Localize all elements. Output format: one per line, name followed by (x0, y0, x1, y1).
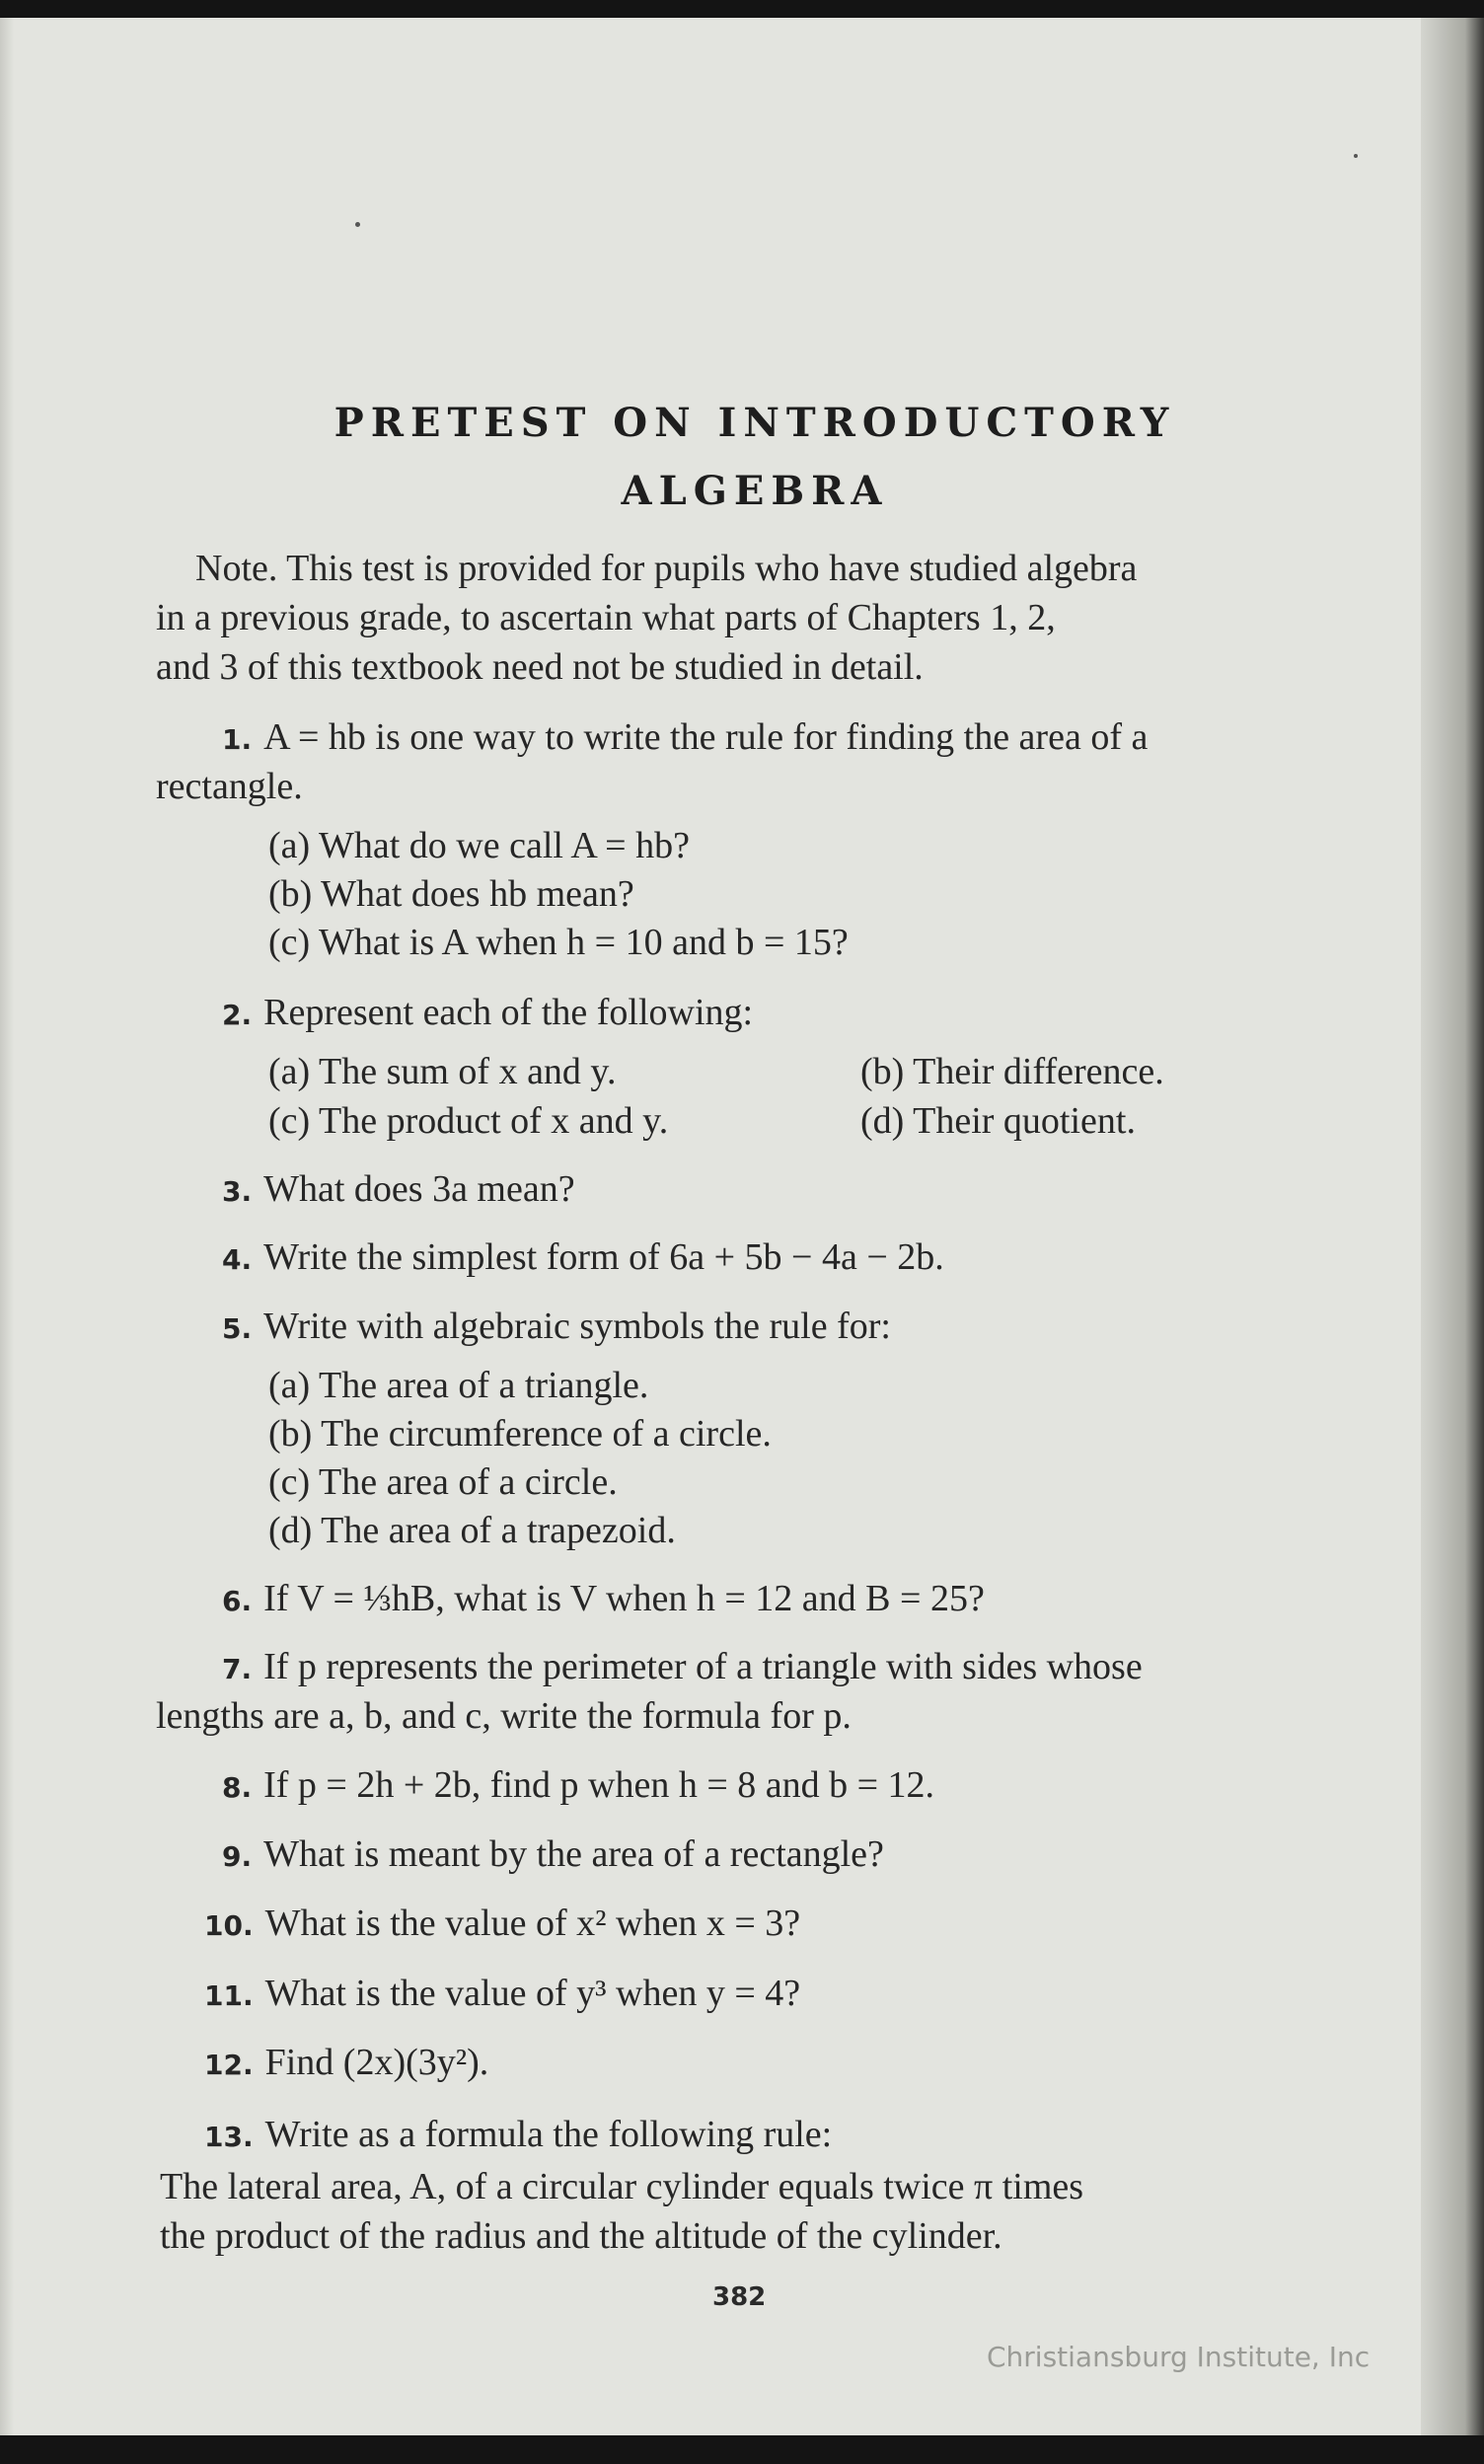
watermark: Christiansburg Institute, Inc (987, 2341, 1371, 2373)
question-text: Write with algebraic symbols the rule for: (263, 1306, 891, 1347)
note-line-3: and 3 of this textbook need not be studied in detail. (156, 646, 924, 688)
question-5-part-b: (b) The circumference of a circle. (268, 1413, 772, 1455)
question-number: 9. (222, 1840, 253, 1873)
question-text: Write the simplest form of 6a + 5b − 4a − 2b. (263, 1236, 944, 1278)
question-4 (222, 1234, 944, 1283)
question-number: 12. (204, 2049, 254, 2081)
question-number: 11. (204, 1979, 254, 2012)
question-text: What is the value of y³ when y = 4? (264, 1973, 801, 2014)
question-2-part-d: (d) Their quotient. (860, 1100, 1136, 1142)
page-title: PRETEST ON INTRODUCTORY (334, 400, 1176, 446)
question-5-part-a: (a) The area of a triangle. (268, 1365, 649, 1406)
question-13-rule-line-1: The lateral area, A, of a circular cylinder equals twice π times (160, 2166, 1084, 2207)
question-number: 2. (222, 999, 253, 1031)
question-1 (222, 714, 1148, 763)
page-subtitle: ALGEBRA (621, 468, 889, 514)
question-13 (204, 2112, 832, 2160)
question-7 (222, 1644, 1143, 1692)
question-text: What does 3a mean? (263, 1168, 575, 1210)
question-9 (222, 1831, 884, 1880)
question-text: If V = ⅓hB, what is V when h = 12 and B = 25? (263, 1578, 985, 1619)
question-11 (204, 1971, 800, 2019)
question-1-continued: rectangle. (156, 766, 303, 807)
question-text: What is meant by the area of a rectangle? (263, 1833, 884, 1875)
question-number: 10. (204, 1909, 254, 1942)
question-text: Write as a formula the following rule: (264, 2114, 833, 2155)
question-2-part-b: (b) Their difference. (860, 1051, 1164, 1092)
question-12 (204, 2040, 488, 2088)
question-8 (222, 1762, 934, 1811)
question-5-part-c: (c) The area of a circle. (268, 1461, 618, 1503)
question-text: Represent each of the following: (263, 992, 754, 1033)
question-1-part-b: (b) What does hb mean? (268, 873, 634, 915)
question-6 (222, 1576, 985, 1624)
question-text: What is the value of x² when x = 3? (264, 1903, 801, 1944)
question-7-continued: lengths are a, b, and c, write the formula for p. (156, 1695, 852, 1737)
question-number: 6. (222, 1585, 253, 1617)
question-number: 4. (222, 1243, 253, 1276)
question-text: If p represents the perimeter of a triangle with sides whose (263, 1646, 1143, 1687)
question-1-part-a: (a) What do we call A = hb? (268, 825, 690, 866)
question-5 (222, 1304, 891, 1352)
question-2 (222, 990, 753, 1038)
question-number: 3. (222, 1175, 253, 1208)
note-line-2: in a previous grade, to ascertain what parts of Chapters 1, 2, (156, 597, 1056, 638)
question-5-part-d: (d) The area of a trapezoid. (268, 1510, 676, 1551)
question-1-part-c: (c) What is A when h = 10 and b = 15? (268, 922, 849, 963)
question-text: Find (2x)(3y²). (264, 2042, 489, 2083)
question-2-part-c: (c) The product of x and y. (268, 1100, 669, 1142)
question-number: 5. (222, 1312, 253, 1345)
question-2-part-a: (a) The sum of x and y. (268, 1051, 617, 1092)
question-10 (204, 1901, 800, 1949)
question-3 (222, 1166, 575, 1215)
question-number: 13. (204, 2121, 254, 2153)
question-text: A = hb is one way to write the rule for finding the area of a (263, 716, 1149, 758)
question-number: 7. (222, 1653, 253, 1685)
question-text: If p = 2h + 2b, find p when h = 8 and b = 12. (263, 1764, 935, 1806)
question-number: 1. (222, 723, 253, 756)
page-number: 382 (712, 2282, 767, 2312)
note-line-1: Note. This test is provided for pupils who have studied algebra (195, 548, 1138, 589)
question-number: 8. (222, 1771, 253, 1804)
question-13-rule-line-2: the product of the radius and the altitude of the cylinder. (160, 2215, 1002, 2257)
